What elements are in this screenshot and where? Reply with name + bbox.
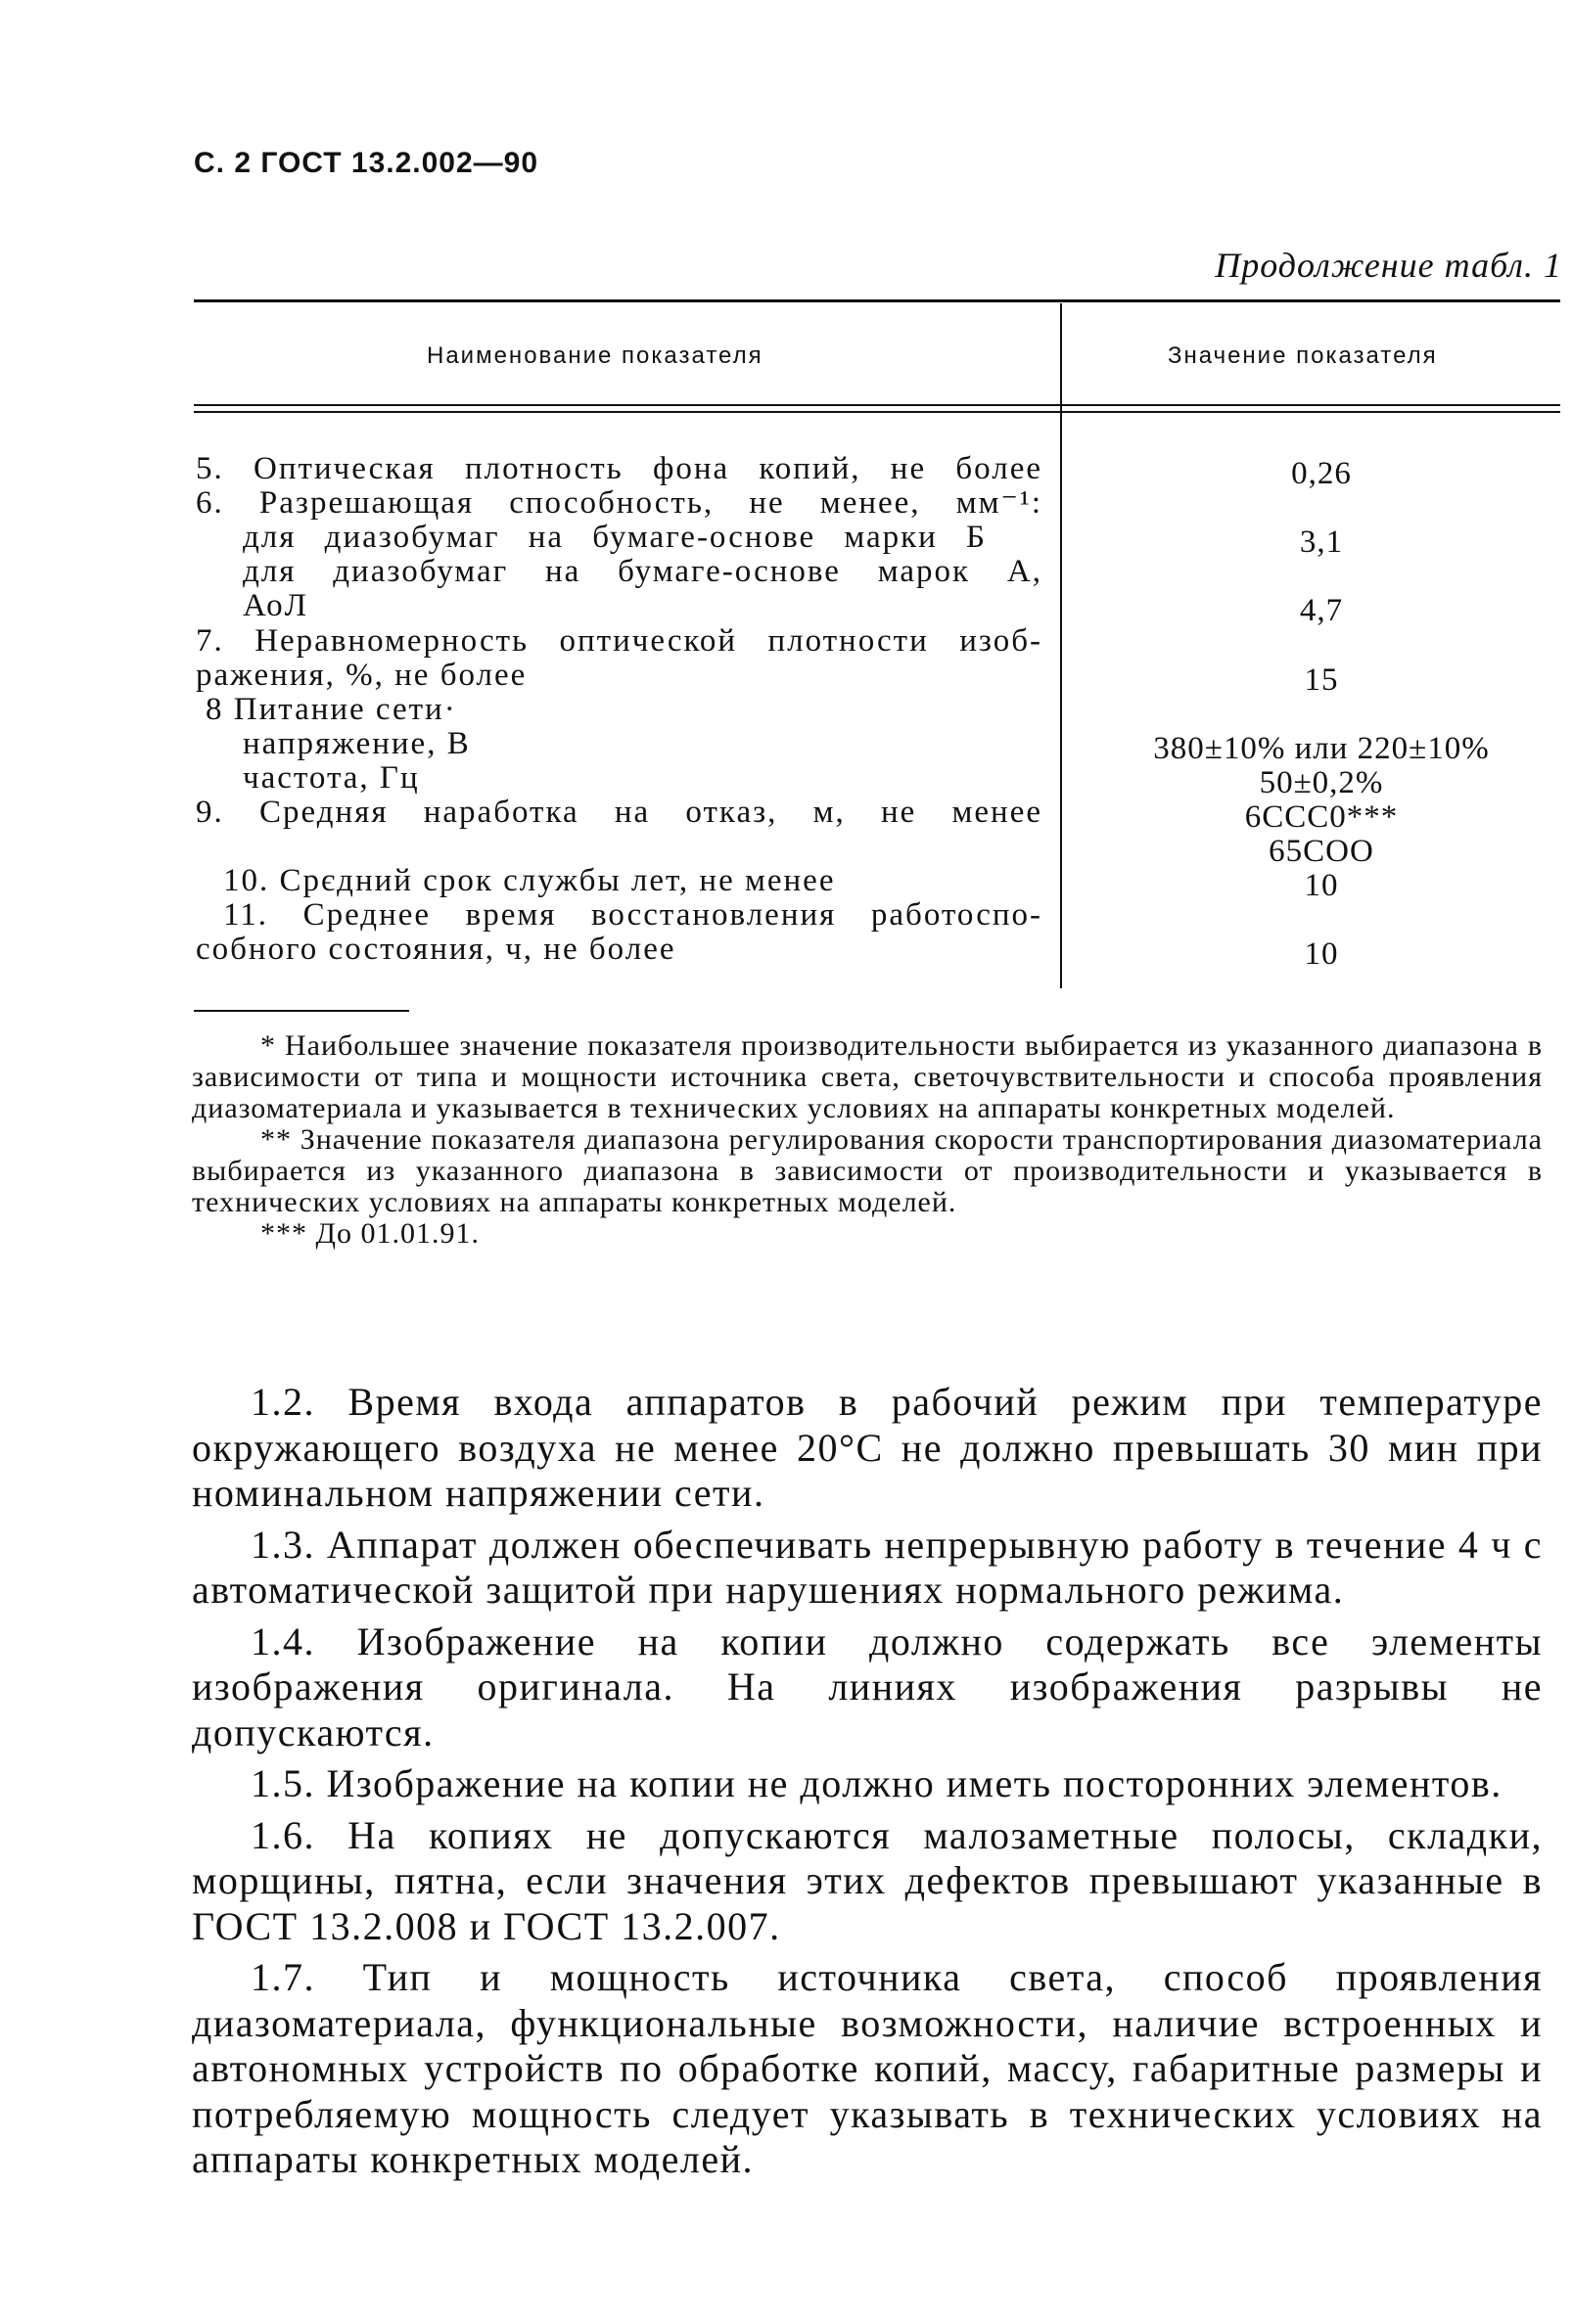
value-row-6b: 4,7 xyxy=(1299,593,1344,628)
table-row-6a: для диазобумаг на бумаге-основе марки Б xyxy=(243,520,987,555)
table-caption: Продолжение табл. 1 xyxy=(1215,246,1562,285)
table-top-rule xyxy=(194,299,1560,302)
table-row-6b: для диазобумаг на бумаге-основе марок А, xyxy=(243,554,1042,589)
table-row-7-cont: ражения, %, не более xyxy=(196,658,528,693)
table-header-rule-2 xyxy=(194,411,1560,413)
value-row-5: 0,26 xyxy=(1291,456,1352,491)
paragraph-1-2: 1.2. Время входа аппаратов в рабочий режим при температуре окружающего воздуха не менее 20°С не должно превышать 30 мин при номинальном напряжении сети. xyxy=(192,1380,1543,1515)
footnotes xyxy=(192,1030,1543,1250)
body-text xyxy=(192,1380,1543,2189)
column-header-value: Значение показателя xyxy=(1168,342,1438,369)
paragraph-1-7: 1.7. Тип и мощность источника света, способ проявления диазоматериала, функциональные возможности, наличие встроенных и автономных устройств по обработке копий, массу, габаритные размеры и потребляемую мощность следует указывать в технических условиях на аппараты конкретных моделей. xyxy=(192,1955,1543,2181)
page-header: С. 2 ГОСТ 13.2.002—90 xyxy=(194,147,539,179)
table-row-8a: напряжение, В xyxy=(243,726,471,761)
table-header-rule-1 xyxy=(194,404,1560,406)
table-row-8: 8 Питание сети· xyxy=(206,692,457,727)
table-column-divider xyxy=(1060,303,1062,988)
table-row-7: 7. Неравномерность оптической плотности изоб- xyxy=(196,623,1042,659)
column-header-name: Наименование показателя xyxy=(427,342,763,369)
value-row-9b: 65СОО xyxy=(1269,834,1374,869)
table-row-6c: АоЛ xyxy=(243,588,309,623)
table-row-10: 10. Срєдний срок службы лет, не менее xyxy=(223,863,836,898)
paragraph-1-3: 1.3. Аппарат должен обеспечивать непрерывную работу в течение 4 ч с автоматической защитой при нарушениях нормального режима. xyxy=(192,1522,1543,1612)
value-row-8b: 50±0,2% xyxy=(1259,765,1384,800)
value-row-11: 10 xyxy=(1304,936,1339,972)
table-row-8b: частота, Гц xyxy=(243,760,420,796)
footnote-3: *** До 01.01.91. xyxy=(260,1217,480,1250)
footnote-2: ** Значение показателя диапазона регулирования скорости транспортирования диазоматериала выбирается из указанного диапазона в зависимости от производительности и указывается в технических условиях на аппараты конкретных моделей. xyxy=(192,1123,1543,1218)
table-row-11: 11. Среднее время восстановления работоспо- xyxy=(223,897,1042,933)
paragraph-1-4: 1.4. Изображение на копии должно содержать все элементы изображения оригинала. На линиях изображения разрывы не допускаются. xyxy=(192,1618,1543,1754)
table-row-6: 6. Разрешающая способность, не менее, мм⁻¹: xyxy=(196,485,1042,521)
footnote-separator xyxy=(194,1010,409,1012)
table-row-9: 9. Средняя наработка на отказ, м, не менее xyxy=(196,795,1042,830)
paragraph-1-6: 1.6. На копиях не допускаются малозаметные полосы, складки, морщины, пятна, если значения этих дефектов превышают указанные в ГОСТ 13.2.008 и ГОСТ 13.2.007. xyxy=(192,1812,1543,1948)
value-row-10: 10 xyxy=(1304,868,1339,903)
value-row-8a: 380±10% или 220±10% xyxy=(1153,731,1490,766)
value-row-6a: 3,1 xyxy=(1299,524,1344,560)
table-row-5: 5. Оптическая плотность фона копий, не более xyxy=(196,451,1042,486)
table-row-11-cont: собного состояния, ч, не более xyxy=(196,932,676,967)
value-row-7: 15 xyxy=(1304,662,1339,698)
footnote-1: * Наибольшее значение показателя производительности выбирается из указанного диапазона в зависимости от типа и мощности источника света, светочувствительности и способа проявления диазоматериала и указывается в технических условиях на аппараты конкретных моделей. xyxy=(192,1029,1543,1124)
paragraph-1-5: 1.5. Изображение на копии не должно иметь посторонних элементов. xyxy=(251,1761,1503,1805)
value-row-9a: 6CCC0*** xyxy=(1244,799,1399,835)
